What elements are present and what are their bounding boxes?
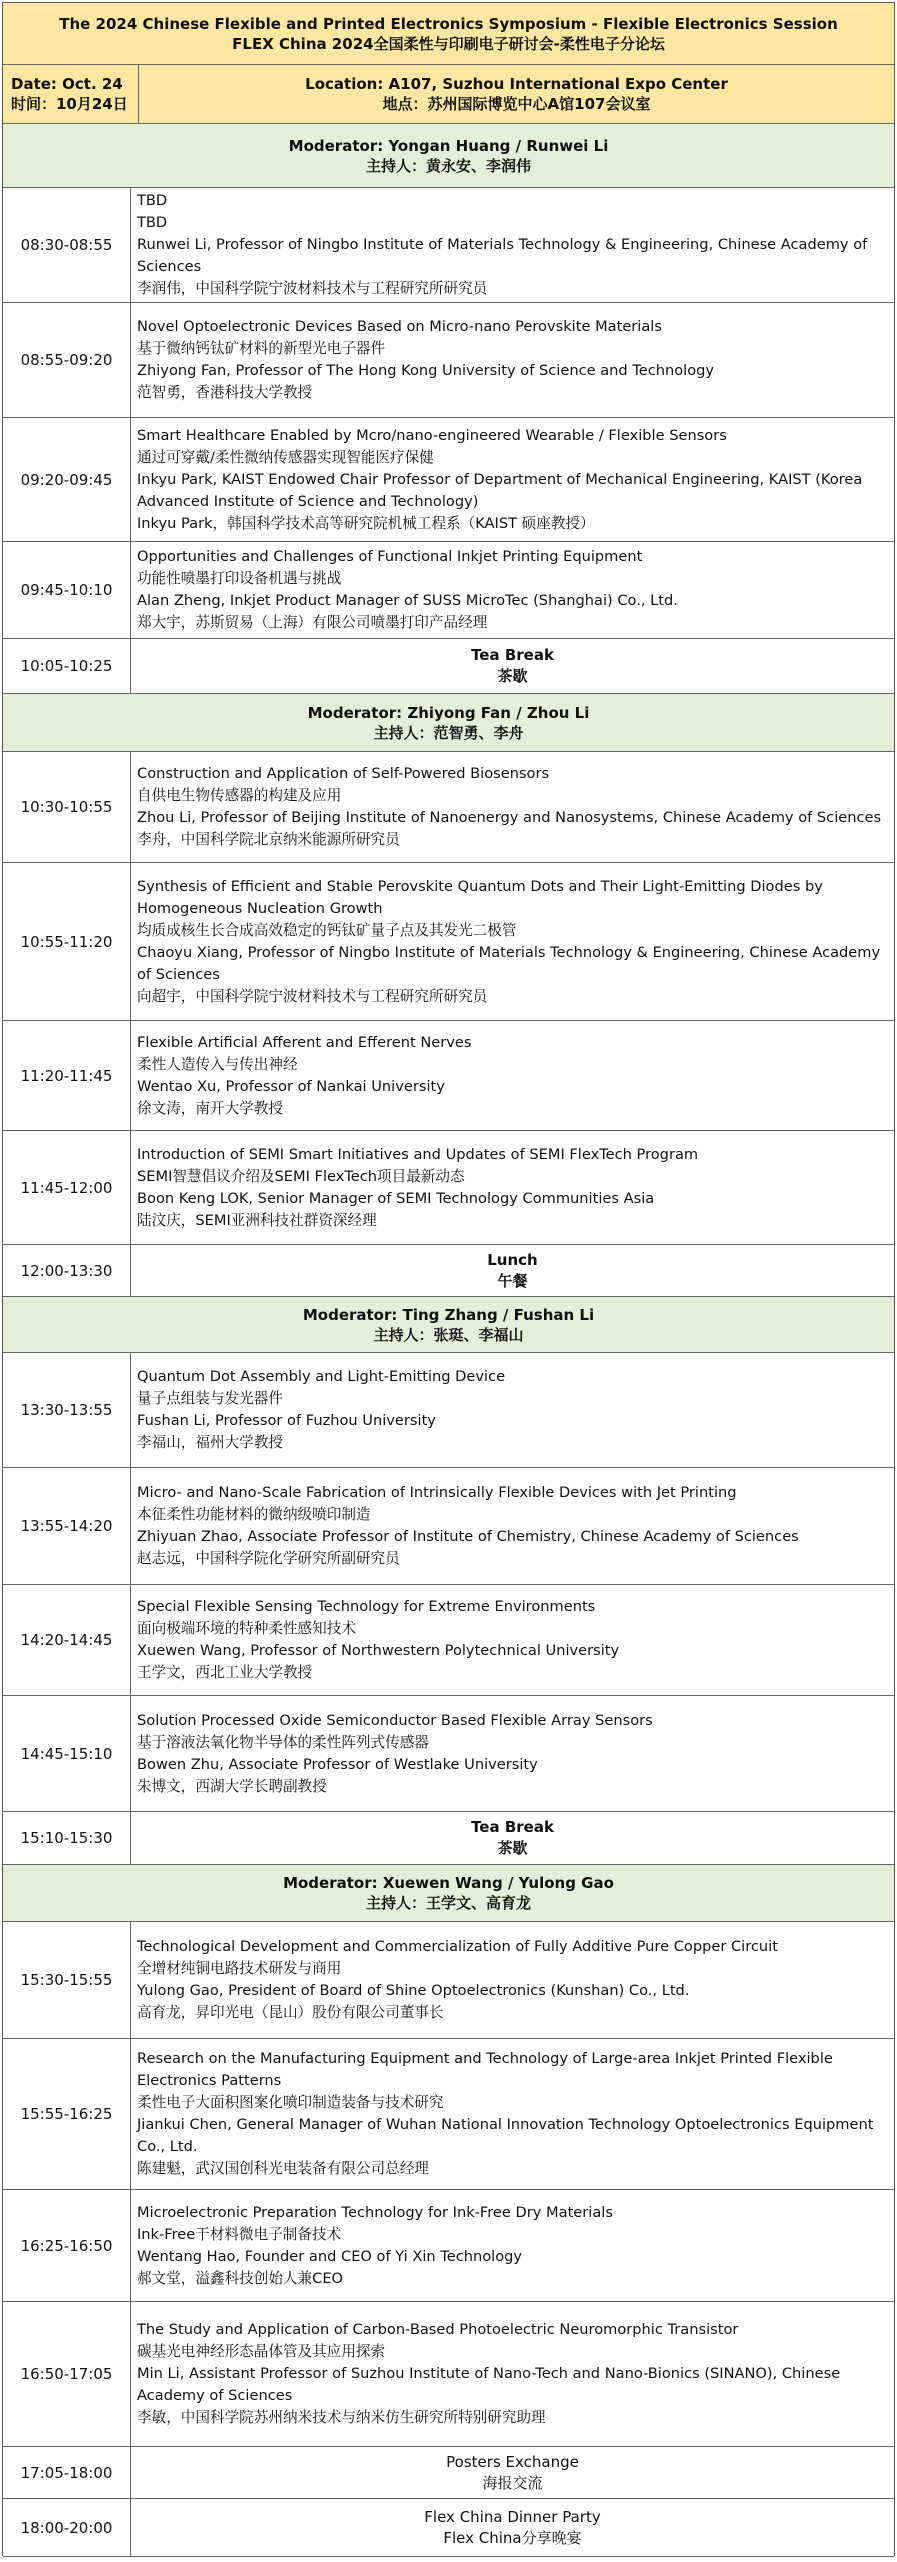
talk-title-english: Technological Development and Commercialization of Fully Additive Pure Copper Circuit	[137, 1938, 778, 1955]
talk-title-english: Flexible Artificial Afferent and Efferent Nerves	[137, 1033, 472, 1051]
talk-title-chinese: 碳基光电神经形态晶体管及其应用探索	[137, 2343, 386, 2360]
talk-details	[131, 1696, 894, 1811]
talk-row	[3, 752, 894, 863]
time-slot: 13:30-13:55	[3, 1353, 131, 1467]
speaker-chinese: 李福山，福州大学教授	[137, 1434, 283, 1451]
talk-title-chinese: SEMI智慧倡议介绍及SEMI FlexTech项目最新动态	[137, 1167, 465, 1185]
speaker-english: Alan Zheng, Inkjet Product Manager of SUSS MicroTec (Shanghai) Co., Ltd.	[137, 592, 678, 609]
talk-title-chinese: 功能性喷墨打印设备机遇与挑战	[137, 570, 342, 587]
location-english: Location: A107, Suzhou International Expo Center	[305, 75, 728, 93]
time-slot: 18:00-20:00	[3, 2499, 131, 2556]
speaker-chinese: 高育龙，昇印光电（昆山）股份有限公司董事长	[137, 2004, 444, 2021]
talk-row	[3, 1696, 894, 1812]
talk-row	[3, 1131, 894, 1245]
event-row	[3, 2499, 894, 2557]
speaker-english: Runwei Li, Professor of Ningbo Institute of Materials Technology & Engineering, Chinese Academy of Sciences	[137, 236, 868, 275]
speaker-chinese: 徐文涛，南开大学教授	[137, 1099, 283, 1117]
speaker-chinese: 赵志远，中国科学院化学研究所副研究员	[137, 1550, 400, 1567]
moderator-row	[3, 1865, 894, 1922]
talk-details	[131, 542, 894, 638]
time-slot: 12:00-13:30	[3, 1245, 131, 1296]
moderator-row	[3, 1297, 894, 1353]
speaker-chinese: 李润伟，中国科学院宁波材料技术与工程研究所研究员	[137, 280, 488, 297]
talk-row	[3, 2039, 894, 2190]
time-slot: 14:45-15:10	[3, 1696, 131, 1811]
speaker-chinese: 郑大宇，苏斯贸易（上海）有限公司喷墨打印产品经理	[137, 614, 488, 631]
talk-title-english: Opportunities and Challenges of Functional Inkjet Printing Equipment	[137, 548, 643, 565]
talk-details	[131, 418, 894, 541]
break-english: Lunch	[487, 1250, 538, 1269]
time-slot: 15:55-16:25	[3, 2039, 131, 2189]
talk-title-chinese: Ink-Free干材料微电子制备技术	[137, 2225, 342, 2243]
time-slot: 16:25-16:50	[3, 2190, 131, 2301]
speaker-english: Yulong Gao, President of Board of Shine Optoelectronics (Kunshan) Co., Ltd.	[137, 1982, 690, 1999]
schedule-title	[3, 3, 894, 65]
time-slot: 17:05-18:00	[3, 2447, 131, 2498]
talk-title-english: Special Flexible Sensing Technology for Extreme Environments	[137, 1598, 596, 1615]
moderator-chinese: 主持人：黄永安、李润伟	[365, 156, 531, 175]
talk-title-chinese: TBD	[137, 214, 168, 231]
speaker-chinese: 陈建魁，武汉国创科光电装备有限公司总经理	[137, 2160, 429, 2177]
talk-title-english: The Study and Application of Carbon-Based Photoelectric Neuromorphic Transistor	[137, 2321, 739, 2338]
talk-row	[3, 1353, 894, 1468]
talk-title-chinese: 基于微纳钙钛矿材料的新型光电子器件	[137, 340, 386, 357]
speaker-english: Fushan Li, Professor of Fuzhou University	[137, 1412, 436, 1429]
break-row	[3, 1812, 894, 1865]
talk-row	[3, 1922, 894, 2039]
talk-details	[131, 2190, 894, 2301]
speaker-english: Zhiyong Fan, Professor of The Hong Kong University of Science and Technology	[137, 362, 715, 379]
talk-details	[131, 1131, 894, 1244]
talk-title-chinese: 本征柔性功能材料的微纳级喷印制造	[137, 1506, 371, 1523]
talk-details	[131, 303, 894, 417]
event-row	[3, 2447, 894, 2499]
talk-title-chinese: 面向极端环境的特种柔性感知技术	[137, 1620, 356, 1637]
speaker-english: Bowen Zhu, Associate Professor of Westlake University	[137, 1755, 538, 1773]
date-chinese: 时间：10月24日	[11, 95, 128, 113]
talk-title-english: Micro- and Nano-Scale Fabrication of Intrinsically Flexible Devices with Jet Printing	[137, 1484, 737, 1501]
talk-title-chinese: 通过可穿戴/柔性微纳传感器实现智能医疗保健	[137, 448, 434, 466]
moderator-chinese: 主持人：王学文、高育龙	[365, 1894, 531, 1912]
break-label	[131, 1812, 894, 1864]
talk-title-chinese: 均质成核生长合成高效稳定的钙钛矿量子点及其发光二极管	[137, 921, 517, 939]
talk-details	[131, 863, 894, 1020]
talk-title-chinese: 全增材纯铜电路技术研发与商用	[137, 1960, 342, 1977]
talk-details	[131, 188, 894, 302]
talk-row	[3, 1585, 894, 1696]
talk-details	[131, 1353, 894, 1467]
break-english: Tea Break	[471, 1818, 554, 1836]
speaker-chinese: Inkyu Park，韩国科学技术高等研究院机械工程系（KAIST 硕座教授）	[137, 514, 595, 532]
speaker-chinese: 朱博文，西湖大学长聘副教授	[137, 1777, 327, 1795]
speaker-english: Chaoyu Xiang, Professor of Ningbo Institute of Materials Technology & Engineering, Chinese Academy of Sciences	[137, 943, 881, 983]
event-english: Flex China Dinner Party	[424, 2507, 601, 2526]
talk-row	[3, 542, 894, 639]
talk-row	[3, 1468, 894, 1585]
talk-details	[131, 1468, 894, 1584]
speaker-english: Wentao Xu, Professor of Nankai University	[137, 1077, 445, 1095]
moderator-english: Moderator: Xuewen Wang / Yulong Gao	[283, 1874, 614, 1892]
speaker-english: Zhiyuan Zhao, Associate Professor of Institute of Chemistry, Chinese Academy of Sciences	[137, 1528, 799, 1545]
talk-details	[131, 1021, 894, 1130]
talk-title-english: Microelectronic Preparation Technology for Ink-Free Dry Materials	[137, 2203, 613, 2221]
time-slot: 14:20-14:45	[3, 1585, 131, 1695]
talk-title-english: Quantum Dot Assembly and Light-Emitting Device	[137, 1368, 506, 1385]
speaker-chinese: 范智勇，香港科技大学教授	[137, 384, 313, 401]
speaker-chinese: 李敏，中国科学院苏州纳米技术与纳米仿生研究所特别研究助理	[137, 2409, 546, 2426]
talk-details	[131, 1585, 894, 1695]
break-row	[3, 639, 894, 694]
time-slot: 10:30-10:55	[3, 752, 131, 862]
talk-row	[3, 2302, 894, 2447]
time-slot: 15:30-15:55	[3, 1922, 131, 2038]
time-slot: 10:55-11:20	[3, 863, 131, 1020]
time-slot: 09:45-10:10	[3, 542, 131, 638]
talk-row	[3, 2190, 894, 2302]
talk-title-english: Research on the Manufacturing Equipment and Technology of Large-area Inkjet Printed Flexible Electronics Patterns	[137, 2050, 833, 2089]
event-chinese: 海报交流	[482, 2473, 543, 2492]
time-slot: 11:20-11:45	[3, 1021, 131, 1130]
talk-title-chinese: 量子点组装与发光器件	[137, 1390, 283, 1407]
talk-title-chinese: 柔性人造传入与传出神经	[137, 1055, 298, 1073]
talk-row	[3, 863, 894, 1021]
location-cell	[139, 65, 894, 123]
talk-title-chinese: 自供电生物传感器的构建及应用	[137, 787, 342, 804]
break-chinese: 午餐	[497, 1271, 528, 1290]
speaker-english: Jiankui Chen, General Manager of Wuhan National Innovation Technology Optoelectronics Equipment Co., Ltd.	[137, 2116, 874, 2155]
talk-details	[131, 2039, 894, 2189]
talk-details	[131, 752, 894, 862]
speaker-english: Min Li, Assistant Professor of Suzhou Institute of Nano-Tech and Nano-Bionics (SINANO), Chinese Academy of Sciences	[137, 2365, 841, 2404]
moderator-chinese: 主持人：范智勇、李舟	[373, 723, 524, 742]
talk-title-english: Novel Optoelectronic Devices Based on Micro-nano Perovskite Materials	[137, 318, 662, 335]
speaker-english: Zhou Li, Professor of Beijing Institute of Nanoenergy and Nanosystems, Chinese Academy of Sciences	[137, 809, 882, 826]
title-chinese: FLEX China 2024全国柔性与印刷电子研讨会-柔性电子分论坛	[232, 34, 665, 53]
talk-row	[3, 418, 894, 542]
speaker-english: Inkyu Park, KAIST Endowed Chair Professor of Department of Mechanical Engineering, KAIST (Korea Advanced Institute of Science and Technology)	[137, 470, 863, 510]
break-chinese: 茶歇	[497, 1839, 528, 1857]
moderator-english: Moderator: Ting Zhang / Fushan Li	[302, 1305, 595, 1324]
talk-title-chinese: 基于溶液法氧化物半导体的柔性阵列式传感器	[137, 1733, 429, 1751]
event-label	[131, 2499, 894, 2556]
talk-row	[3, 1021, 894, 1131]
talk-details	[131, 2302, 894, 2446]
date-cell	[3, 65, 139, 123]
speaker-chinese: 陆汶庆，SEMI亚洲科技社群资深经理	[137, 1211, 377, 1229]
break-english: Tea Break	[471, 646, 554, 664]
date-english: Date: Oct. 24	[11, 75, 123, 93]
event-label	[131, 2447, 894, 2498]
talk-title-english: Construction and Application of Self-Powered Biosensors	[137, 765, 550, 782]
speaker-chinese: 李舟，中国科学院北京纳米能源所研究员	[137, 831, 400, 848]
break-label	[131, 639, 894, 693]
schedule-table	[2, 2, 895, 2556]
moderator-row	[3, 694, 894, 752]
talk-row	[3, 303, 894, 418]
talk-title-english: Smart Healthcare Enabled by Mcro/nano-engineered Wearable / Flexible Sensors	[137, 426, 727, 444]
date-location-row	[3, 65, 894, 124]
talk-title-chinese: 柔性电子大面积图案化喷印制造装备与技术研究	[137, 2094, 444, 2111]
event-english: Posters Exchange	[446, 2452, 579, 2471]
time-slot: 11:45-12:00	[3, 1131, 131, 1244]
speaker-chinese: 王学文，西北工业大学教授	[137, 1664, 313, 1681]
talk-row	[3, 188, 894, 303]
talk-title-english: Introduction of SEMI Smart Initiatives and Updates of SEMI FlexTech Program	[137, 1145, 699, 1163]
time-slot: 08:30-08:55	[3, 188, 131, 302]
moderator-chinese: 主持人：张珽、李福山	[373, 1325, 524, 1344]
speaker-english: Wentang Hao, Founder and CEO of Yi Xin Technology	[137, 2247, 523, 2265]
moderator-row	[3, 124, 894, 188]
moderator-english: Moderator: Yongan Huang / Runwei Li	[288, 136, 609, 155]
time-slot: 09:20-09:45	[3, 418, 131, 541]
location-chinese: 地点：苏州国际博览中心A馆107会议室	[382, 95, 651, 113]
speaker-chinese: 向超宇，中国科学院宁波材料技术与工程研究所研究员	[137, 987, 488, 1005]
talk-title-english: Solution Processed Oxide Semiconductor Based Flexible Array Sensors	[137, 1711, 653, 1729]
speaker-chinese: 郝文堂，溢鑫科技创始人兼CEO	[137, 2269, 344, 2287]
break-row	[3, 1245, 894, 1297]
talk-details	[131, 1922, 894, 2038]
event-chinese: Flex China分享晚宴	[443, 2528, 582, 2547]
break-chinese: 茶歇	[497, 667, 528, 685]
break-label	[131, 1245, 894, 1296]
time-slot: 13:55-14:20	[3, 1468, 131, 1584]
time-slot: 15:10-15:30	[3, 1812, 131, 1864]
moderator-english: Moderator: Zhiyong Fan / Zhou Li	[307, 703, 590, 722]
title-english: The 2024 Chinese Flexible and Printed Electronics Symposium - Flexible Electronics Session	[59, 14, 838, 33]
time-slot: 10:05-10:25	[3, 639, 131, 693]
speaker-english: Boon Keng LOK, Senior Manager of SEMI Technology Communities Asia	[137, 1189, 655, 1207]
talk-title-english: TBD	[137, 192, 168, 209]
speaker-english: Xuewen Wang, Professor of Northwestern Polytechnical University	[137, 1642, 620, 1659]
talk-title-english: Synthesis of Efficient and Stable Perovskite Quantum Dots and Their Light-Emitting Diodes by Homogeneous Nucleation Growth	[137, 877, 823, 917]
time-slot: 16:50-17:05	[3, 2302, 131, 2446]
time-slot: 08:55-09:20	[3, 303, 131, 417]
